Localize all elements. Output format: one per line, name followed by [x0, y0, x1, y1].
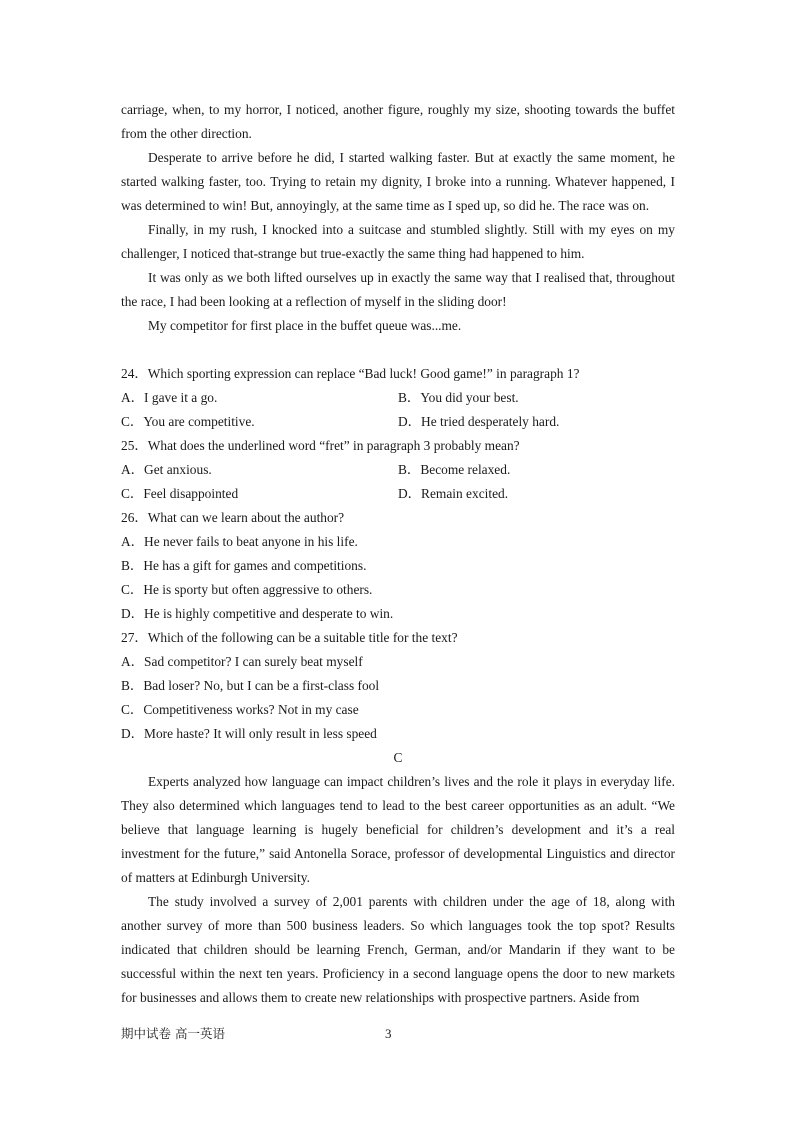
passage-c-paragraph: The study involved a survey of 2,001 parents with children under the age of 18, along with another survey of more than 500 business leaders. So which languages took the top spot? Results indicated that children should be learning French, German, and/or Mandarin if they want to be successful within the next ten years. Proficiency in a second language opens the door to new markets for businesses and allows them to create new relationships with prospective partners. Aside from	[121, 894, 675, 1005]
option-25-a: A．Get anxious.	[121, 462, 212, 477]
page-number: 3	[385, 1026, 392, 1041]
page-content	[121, 98, 675, 1010]
option-24-c: C．You are competitive.	[121, 414, 255, 429]
option-24-d: D．He tried desperately hard.	[398, 414, 560, 429]
section-gap	[121, 338, 675, 362]
footer-label: 期中试卷 高一英语	[121, 1026, 225, 1041]
option-25-b: B．Become relaxed.	[398, 462, 511, 477]
option-row	[121, 482, 675, 506]
option-row	[121, 386, 675, 410]
questions	[121, 362, 675, 746]
passage-c-paragraph: Experts analyzed how language can impact children’s lives and the role it plays in everyday life. They also determined which languages tend to lead to the best career opportunities as an adult. “We believe that language learning is hugely beneficial for children’s development and it’s a real investment for the future,” said Antonella Sorace, professor of developmental Linguistics and director of matters at Edinburgh University.	[121, 774, 675, 885]
passage-b-paragraph: My competitor for first place in the buffet queue was...me.	[148, 318, 462, 333]
option-25-d: D．Remain excited.	[398, 486, 509, 501]
option-26-c: C．He is sporty but often aggressive to others.	[121, 582, 373, 597]
passage-b-paragraph: carriage, when, to my horror, I noticed, another figure, roughly my size, shooting towards the buffet from the other direction.	[121, 102, 675, 141]
option-26-b: B．He has a gift for games and competitions.	[121, 558, 367, 573]
option-27-a: A．Sad competitor? I can surely beat myself	[121, 654, 363, 669]
option-26-d: D．He is highly competitive and desperate to win.	[121, 606, 394, 621]
option-27-d: D．More haste? It will only result in less speed	[121, 726, 377, 741]
option-26-a: A．He never fails to beat anyone in his life.	[121, 534, 358, 549]
option-row	[121, 410, 675, 434]
option-27-c: C．Competitiveness works? Not in my case	[121, 702, 359, 717]
question-stem-24: 24．Which sporting expression can replace “Bad luck! Good game!” in paragraph 1?	[121, 366, 580, 381]
option-25-c: C．Feel disappointed	[121, 486, 239, 501]
passage-b-paragraph: Finally, in my rush, I knocked into a suitcase and stumbled slightly. Still with my eyes on my challenger, I noticed that-strange but true-exactly the same thing had happened to him.	[121, 222, 675, 261]
question-stem-27: 27．Which of the following can be a suitable title for the text?	[121, 630, 458, 645]
passage-b-paragraph: Desperate to arrive before he did, I started walking faster. But at exactly the same moment, he started walking faster, too. Trying to retain my dignity, I broke into a running. Whatever happened, I was determined to win! But, annoyingly, at the same time as I sped up, so did he. The race was on.	[121, 150, 675, 213]
option-24-b: B．You did your best.	[398, 390, 519, 405]
passage-b-paragraph: It was only as we both lifted ourselves up in exactly the same way that I realised that, throughout the race, I had been looking at a reflection of myself in the sliding door!	[121, 270, 675, 309]
option-27-b: B．Bad loser? No, but I can be a first-class fool	[121, 678, 380, 693]
option-row	[121, 458, 675, 482]
question-stem-26: 26．What can we learn about the author?	[121, 510, 345, 525]
passage-c	[121, 746, 675, 1010]
passage-b	[121, 98, 675, 338]
section-letter: C	[393, 750, 403, 765]
option-24-a: A．I gave it a go.	[121, 390, 218, 405]
question-stem-25: 25．What does the underlined word “fret” in paragraph 3 probably mean?	[121, 438, 520, 453]
